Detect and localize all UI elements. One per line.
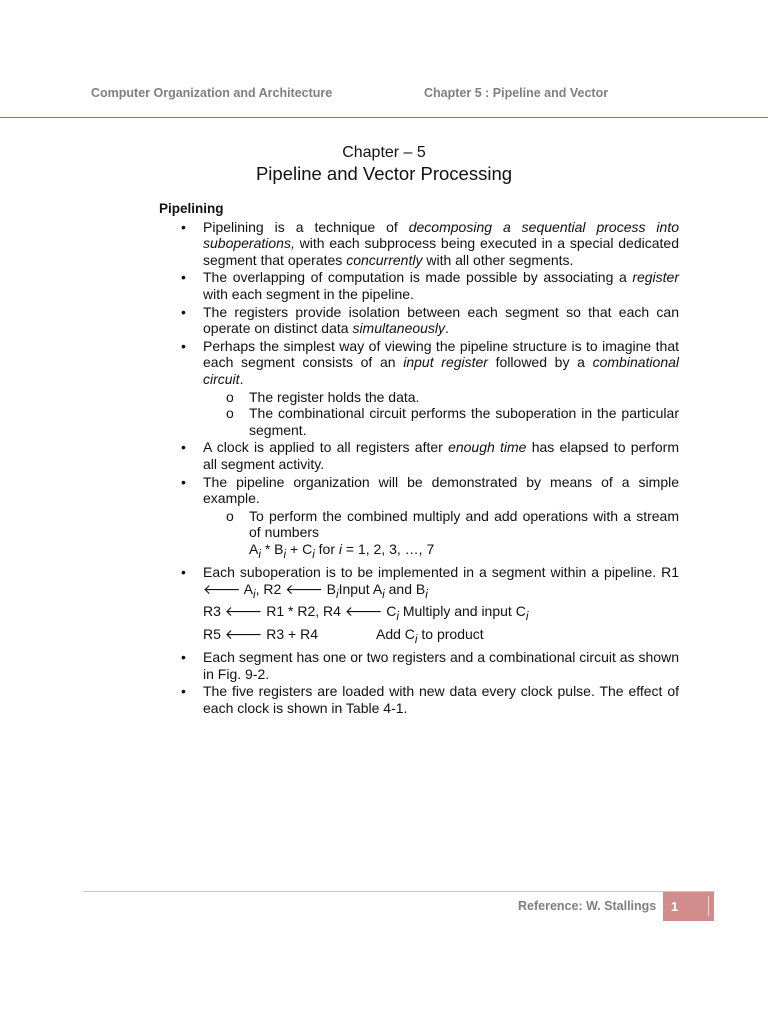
text-run: The five registers are loaded with new data every clock pulse. The effect of each clock is shown in Table 4-1. [203, 683, 679, 716]
text-run: followed by a [487, 354, 593, 371]
emphasis-text: register [632, 269, 679, 286]
formula: $A_i * B_i + C_i$ for i = 1, 2, 3, …, 7 [249, 540, 435, 561]
section-heading: Pipelining [159, 201, 224, 216]
text-run: . [445, 320, 449, 337]
emphasis-text: input register [403, 354, 488, 371]
header-divider [0, 117, 768, 118]
circle-bullet-icon: o [226, 388, 234, 405]
text-run: The overlapping of computation is made possible by associating a [203, 269, 633, 286]
text-run: Perhaps the simplest way of viewing the pipeline structure is to imagine that each segment consists of an [203, 337, 679, 371]
text-run: To perform the combined multiply and add operations with a stream of numbers [249, 507, 679, 541]
bullet-icon: • [181, 473, 186, 490]
bullet-icon: • [181, 269, 186, 286]
bullet-icon: • [181, 303, 186, 320]
text-run: The combinational circuit performs the suboperation in the particular segment. [249, 405, 679, 438]
sub-item [203, 389, 679, 406]
left-arrow-icon: 🡐 [224, 603, 263, 620]
chapter-title: Pipeline and Vector Processing [255, 163, 513, 184]
emphasis-text: simultaneously [352, 320, 446, 337]
bullet-item [159, 649, 679, 682]
text-run: with each segment in the pipeline. [203, 285, 414, 302]
sub-list [203, 508, 679, 541]
bullet-item [159, 474, 679, 564]
text-run: Pipelining is a technique of [203, 218, 409, 235]
running-header-chapter: Chapter 5 : Pipeline and Vector [424, 86, 609, 100]
page-badge-divider [708, 896, 709, 916]
text-run: A clock is applied to all registers after [203, 439, 449, 456]
bullet-icon: • [181, 649, 186, 666]
bullet-item [159, 683, 679, 716]
register-transfer-line: Each suboperation is to be implemented in a segment within a pipeline. R1 🡐 $A_i$, R2 🡐 $B_iInput$ $A_i$ and $B_i$ [203, 564, 679, 601]
bullet-icon: • [181, 337, 186, 354]
left-arrow-icon: 🡐 [203, 580, 241, 597]
left-arrow-icon: 🡐 [344, 603, 383, 620]
bullet-icon: • [181, 439, 186, 456]
emphasis-text: combinational circuit [203, 354, 679, 387]
left-arrow-icon: 🡐 [224, 625, 263, 642]
sub-item [203, 508, 679, 541]
page-number-badge [663, 892, 714, 921]
bullet-icon: • [181, 218, 186, 235]
circle-bullet-icon: o [226, 405, 234, 422]
sub-list [203, 389, 679, 439]
bullet-item [159, 269, 679, 302]
document-body [159, 201, 679, 717]
footer-reference: Reference: W. Stallings [518, 899, 657, 913]
bullet-icon: • [181, 564, 186, 581]
chapter-number: Chapter – 5 [342, 144, 426, 161]
text-run: The register holds the data. [249, 388, 420, 405]
text-run: has elapsed to perform all segment activity. [203, 439, 679, 472]
left-arrow-icon: 🡐 [285, 580, 323, 597]
text-run: with each subprocess being executed in a special dedicated segment that operates [203, 235, 679, 268]
bullet-list [159, 219, 679, 717]
register-transfer-line: R5 🡐 R3 + R4 Add $C_i$ to product [203, 625, 484, 646]
bullet-item [159, 219, 679, 269]
bullet-item [159, 338, 679, 439]
footer-divider [83, 891, 715, 892]
register-transfer-line: R3 🡐 R1 * R2, R4 🡐 $C_i$ Multiply and input $C_i$ [203, 603, 529, 624]
bullet-item [159, 304, 679, 337]
text-run: Each segment has one or two registers and a combinational circuit as shown in Fig. 9-2. [203, 649, 679, 682]
emphasis-text: decomposing a sequential process into suboperations, [203, 218, 679, 252]
bullet-item [159, 564, 679, 648]
emphasis-text: enough time [448, 439, 527, 456]
bullet-item [159, 439, 679, 472]
text-run: The pipeline organization will be demonstrated by means of a simple example. [203, 473, 679, 507]
text-run: with all other segments. [422, 251, 574, 268]
emphasis-text: concurrently [346, 251, 423, 268]
page-number: 1 [671, 899, 679, 914]
bullet-icon: • [181, 683, 186, 700]
sub-item [203, 405, 679, 438]
text-run: . [239, 370, 244, 387]
text-run: The registers provide isolation between each segment so that each can operate on distinct data [203, 303, 679, 337]
running-header-book-title: Computer Organization and Architecture [91, 86, 333, 100]
circle-bullet-icon: o [226, 507, 234, 524]
